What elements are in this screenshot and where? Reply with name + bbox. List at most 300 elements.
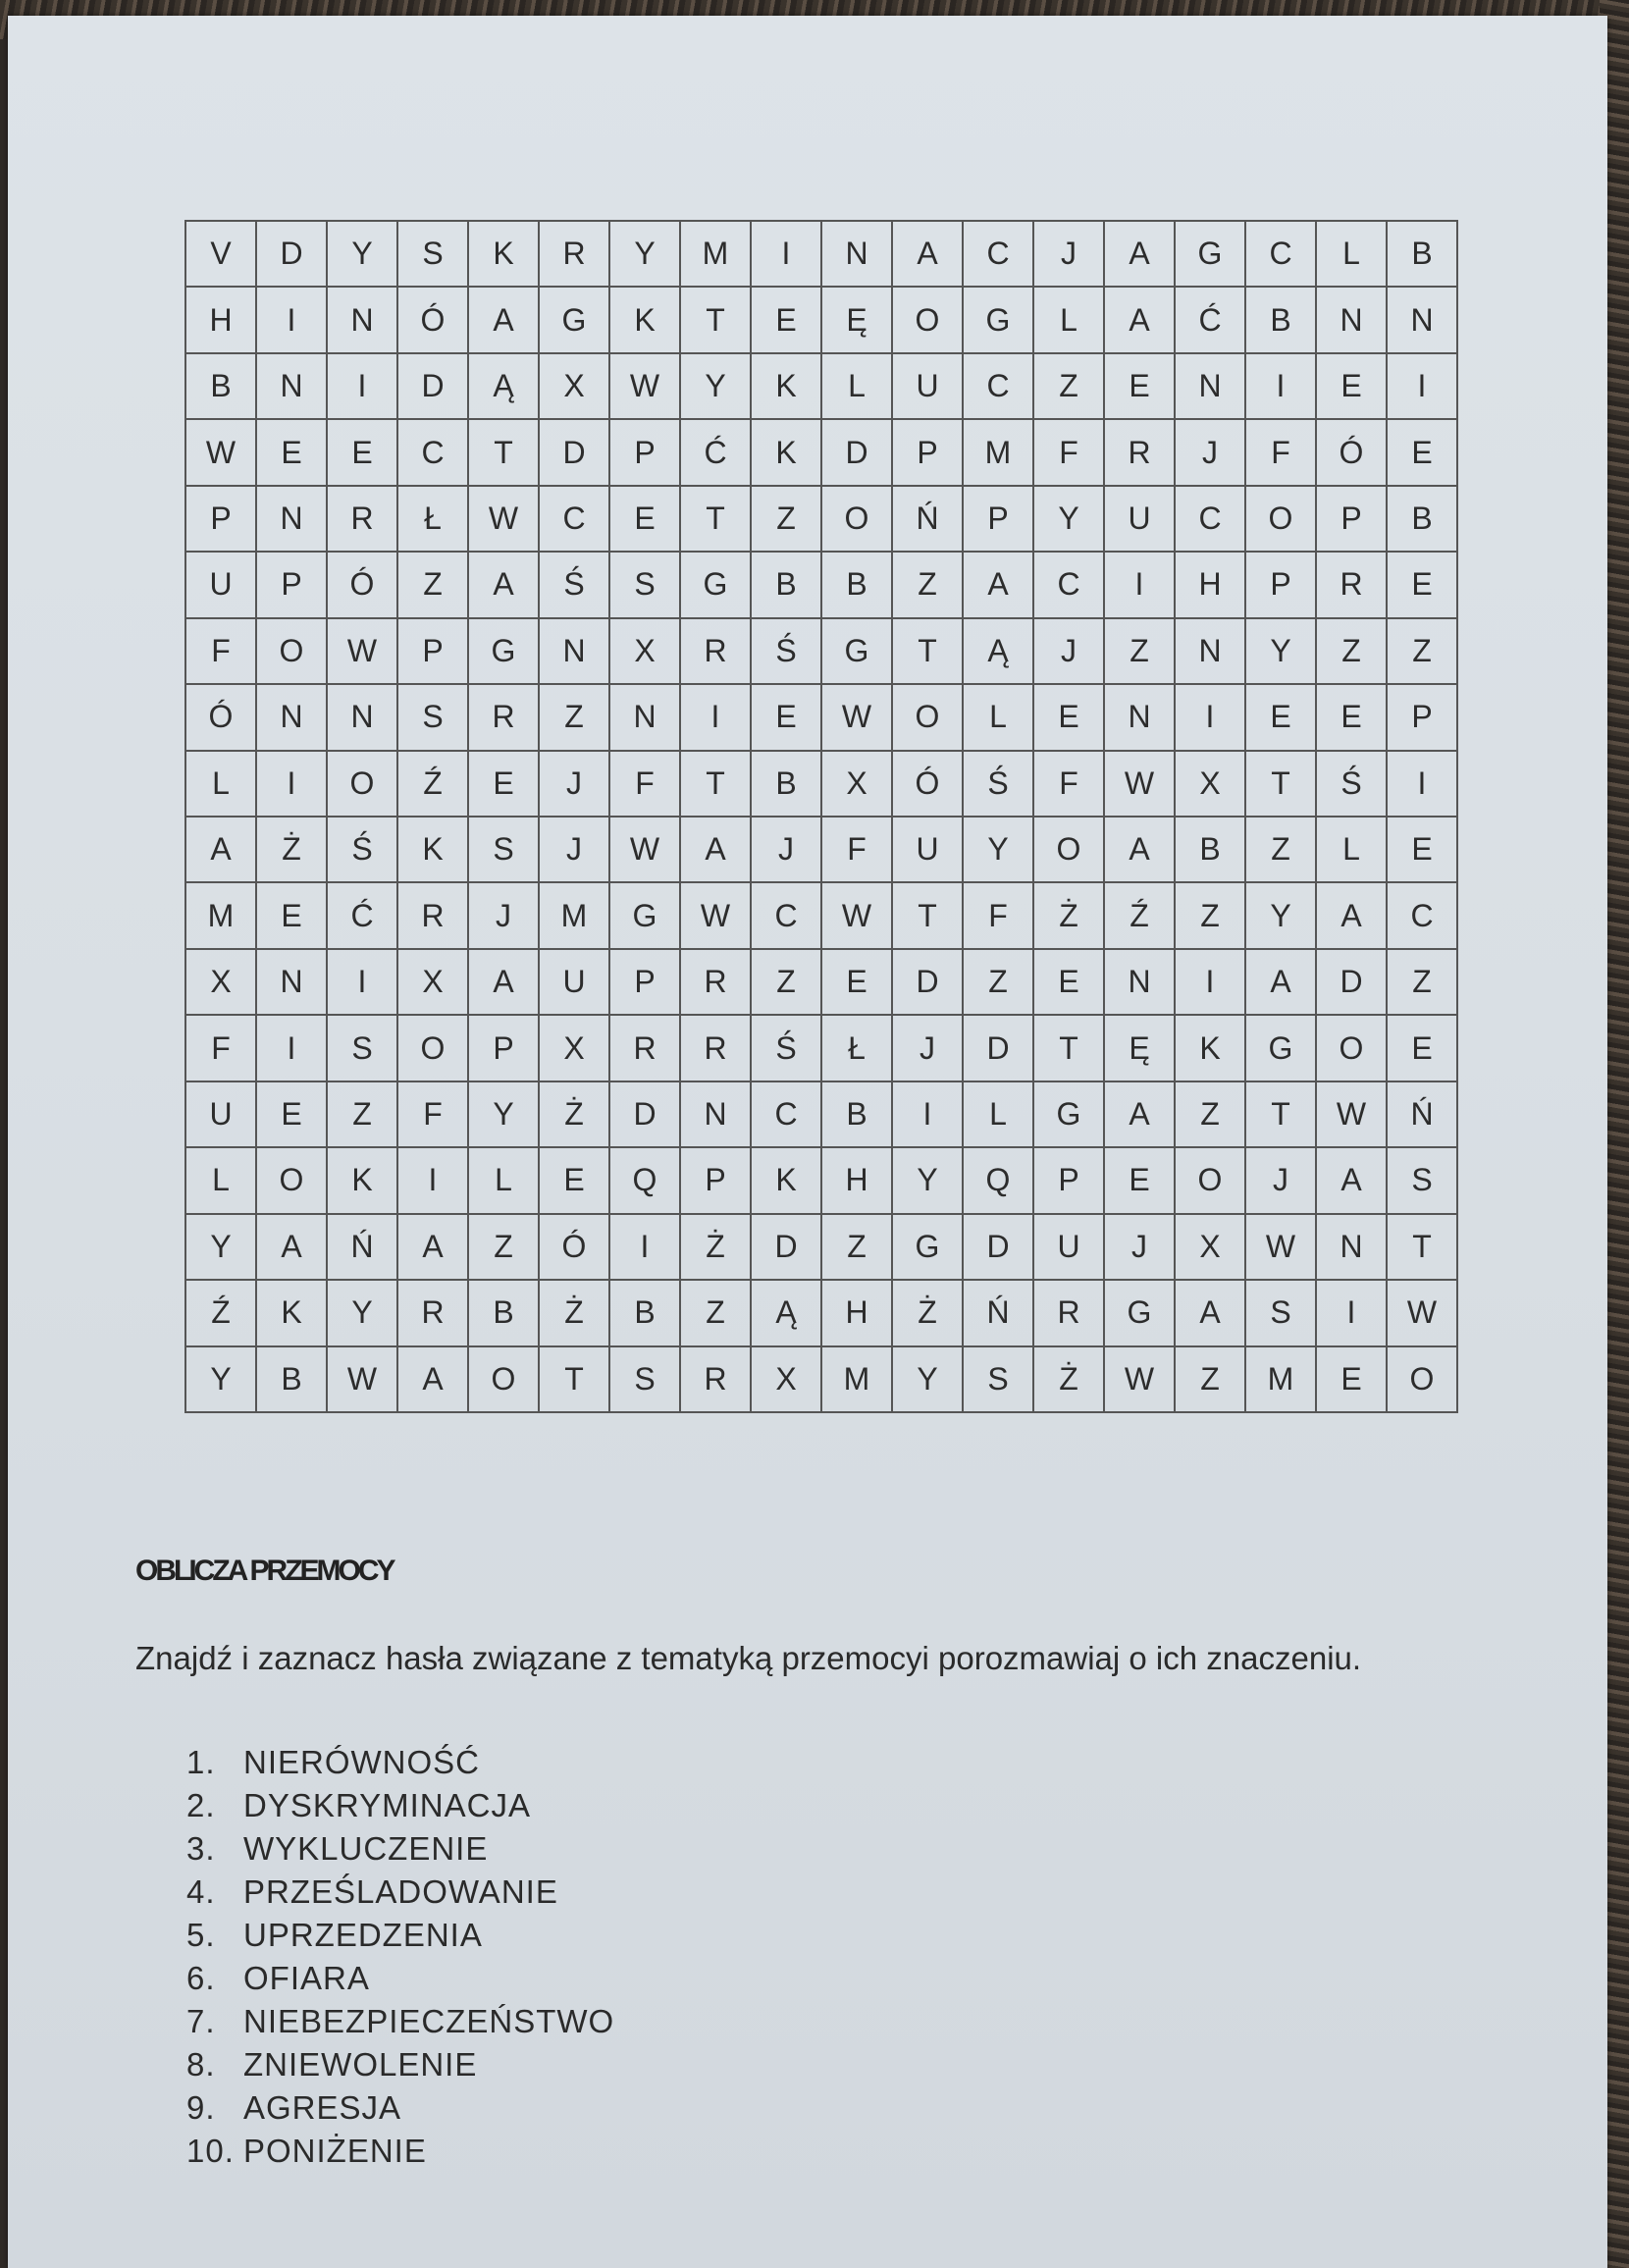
grid-cell[interactable]: L <box>1034 288 1105 353</box>
grid-cell[interactable]: N <box>328 288 398 353</box>
grid-cell[interactable]: G <box>610 883 681 949</box>
grid-cell[interactable]: E <box>540 1148 610 1214</box>
grid-cell[interactable]: G <box>1176 222 1246 288</box>
grid-cell[interactable]: G <box>893 1215 964 1281</box>
grid-cell[interactable]: X <box>752 1347 822 1413</box>
grid-cell[interactable]: Z <box>893 553 964 618</box>
grid-cell[interactable]: N <box>1388 288 1458 353</box>
grid-cell[interactable]: Ź <box>1105 883 1176 949</box>
grid-cell[interactable]: D <box>540 420 610 486</box>
grid-cell[interactable]: K <box>257 1281 328 1346</box>
grid-cell[interactable]: U <box>540 950 610 1016</box>
grid-cell[interactable]: I <box>681 685 752 751</box>
grid-cell[interactable]: A <box>469 950 540 1016</box>
grid-cell[interactable]: K <box>1176 1016 1246 1081</box>
grid-cell[interactable]: W <box>681 883 752 949</box>
grid-cell[interactable]: Z <box>540 685 610 751</box>
grid-cell[interactable]: D <box>398 354 469 420</box>
grid-cell[interactable]: K <box>469 222 540 288</box>
grid-cell[interactable]: X <box>822 752 893 818</box>
grid-cell[interactable]: Z <box>398 553 469 618</box>
grid-cell[interactable]: S <box>610 1347 681 1413</box>
grid-cell[interactable]: S <box>1388 1148 1458 1214</box>
grid-cell[interactable]: Y <box>893 1148 964 1214</box>
grid-cell[interactable]: F <box>610 752 681 818</box>
grid-cell[interactable]: W <box>610 354 681 420</box>
grid-cell[interactable]: B <box>186 354 257 420</box>
grid-cell[interactable]: L <box>1317 222 1388 288</box>
grid-cell[interactable]: U <box>893 818 964 883</box>
grid-cell[interactable]: Y <box>1034 487 1105 553</box>
grid-cell[interactable]: Ó <box>328 553 398 618</box>
grid-cell[interactable]: C <box>1246 222 1317 288</box>
grid-cell[interactable]: N <box>257 685 328 751</box>
grid-cell[interactable]: P <box>398 619 469 685</box>
grid-cell[interactable]: T <box>1388 1215 1458 1281</box>
grid-cell[interactable]: A <box>1176 1281 1246 1346</box>
grid-cell[interactable]: H <box>1176 553 1246 618</box>
grid-cell[interactable]: D <box>257 222 328 288</box>
grid-cell[interactable]: Z <box>681 1281 752 1346</box>
grid-cell[interactable]: A <box>469 288 540 353</box>
grid-cell[interactable]: X <box>1176 752 1246 818</box>
grid-cell[interactable]: O <box>1246 487 1317 553</box>
grid-cell[interactable]: Ń <box>1388 1082 1458 1148</box>
grid-cell[interactable]: O <box>822 487 893 553</box>
grid-cell[interactable]: Ż <box>540 1082 610 1148</box>
grid-cell[interactable]: J <box>893 1016 964 1081</box>
grid-cell[interactable]: A <box>1317 1148 1388 1214</box>
grid-cell[interactable]: T <box>681 752 752 818</box>
grid-cell[interactable]: Ć <box>1176 288 1246 353</box>
grid-cell[interactable]: L <box>186 752 257 818</box>
grid-cell[interactable]: K <box>610 288 681 353</box>
grid-cell[interactable]: X <box>1176 1215 1246 1281</box>
grid-cell[interactable]: Ż <box>681 1215 752 1281</box>
grid-cell[interactable]: Ł <box>822 1016 893 1081</box>
grid-cell[interactable]: N <box>1317 288 1388 353</box>
grid-cell[interactable]: A <box>1317 883 1388 949</box>
grid-cell[interactable]: P <box>964 487 1034 553</box>
grid-cell[interactable]: Ń <box>893 487 964 553</box>
grid-cell[interactable]: I <box>1388 354 1458 420</box>
grid-cell[interactable]: Y <box>893 1347 964 1413</box>
grid-cell[interactable]: J <box>1246 1148 1317 1214</box>
grid-cell[interactable]: Z <box>1317 619 1388 685</box>
grid-cell[interactable]: W <box>1246 1215 1317 1281</box>
grid-cell[interactable]: I <box>328 950 398 1016</box>
grid-cell[interactable]: F <box>1034 752 1105 818</box>
grid-cell[interactable]: Ś <box>752 1016 822 1081</box>
grid-cell[interactable]: N <box>681 1082 752 1148</box>
grid-cell[interactable]: X <box>610 619 681 685</box>
grid-cell[interactable]: A <box>186 818 257 883</box>
grid-cell[interactable]: E <box>1317 354 1388 420</box>
grid-cell[interactable]: F <box>964 883 1034 949</box>
grid-cell[interactable]: I <box>610 1215 681 1281</box>
grid-cell[interactable]: Z <box>752 950 822 1016</box>
grid-cell[interactable]: Ś <box>752 619 822 685</box>
grid-cell[interactable]: Ł <box>398 487 469 553</box>
grid-cell[interactable]: Y <box>964 818 1034 883</box>
grid-cell[interactable]: O <box>398 1016 469 1081</box>
grid-cell[interactable]: S <box>469 818 540 883</box>
grid-cell[interactable]: S <box>328 1016 398 1081</box>
grid-cell[interactable]: P <box>893 420 964 486</box>
grid-cell[interactable]: K <box>328 1148 398 1214</box>
grid-cell[interactable]: V <box>186 222 257 288</box>
grid-cell[interactable]: B <box>1388 222 1458 288</box>
grid-cell[interactable]: H <box>186 288 257 353</box>
grid-cell[interactable]: R <box>610 1016 681 1081</box>
grid-cell[interactable]: C <box>752 883 822 949</box>
grid-cell[interactable]: G <box>1105 1281 1176 1346</box>
grid-cell[interactable]: E <box>822 950 893 1016</box>
grid-cell[interactable]: L <box>1317 818 1388 883</box>
grid-cell[interactable]: I <box>257 752 328 818</box>
grid-cell[interactable]: W <box>328 619 398 685</box>
grid-cell[interactable]: X <box>186 950 257 1016</box>
grid-cell[interactable]: C <box>1034 553 1105 618</box>
grid-cell[interactable]: N <box>257 354 328 420</box>
grid-cell[interactable]: W <box>822 883 893 949</box>
grid-cell[interactable]: B <box>822 1082 893 1148</box>
grid-cell[interactable]: T <box>893 619 964 685</box>
grid-cell[interactable]: T <box>681 487 752 553</box>
grid-cell[interactable]: R <box>681 619 752 685</box>
grid-cell[interactable]: N <box>1105 950 1176 1016</box>
grid-cell[interactable]: Y <box>610 222 681 288</box>
grid-cell[interactable]: R <box>681 1016 752 1081</box>
grid-cell[interactable]: Ń <box>964 1281 1034 1346</box>
grid-cell[interactable]: D <box>964 1215 1034 1281</box>
grid-cell[interactable]: Ń <box>328 1215 398 1281</box>
grid-cell[interactable]: E <box>257 420 328 486</box>
grid-cell[interactable]: C <box>540 487 610 553</box>
grid-cell[interactable]: G <box>1246 1016 1317 1081</box>
grid-cell[interactable]: Ś <box>328 818 398 883</box>
grid-cell[interactable]: O <box>893 685 964 751</box>
grid-cell[interactable]: Z <box>1176 1347 1246 1413</box>
grid-cell[interactable]: E <box>1034 685 1105 751</box>
grid-cell[interactable]: Ę <box>1105 1016 1176 1081</box>
grid-cell[interactable]: J <box>1176 420 1246 486</box>
grid-cell[interactable]: U <box>893 354 964 420</box>
grid-cell[interactable]: I <box>257 1016 328 1081</box>
grid-cell[interactable]: S <box>1246 1281 1317 1346</box>
grid-cell[interactable]: B <box>257 1347 328 1413</box>
grid-cell[interactable]: M <box>540 883 610 949</box>
grid-cell[interactable]: F <box>186 1016 257 1081</box>
grid-cell[interactable]: O <box>257 1148 328 1214</box>
grid-cell[interactable]: Ą <box>469 354 540 420</box>
grid-cell[interactable]: A <box>398 1347 469 1413</box>
grid-cell[interactable]: B <box>469 1281 540 1346</box>
grid-cell[interactable]: I <box>1176 685 1246 751</box>
grid-cell[interactable]: G <box>1034 1082 1105 1148</box>
grid-cell[interactable]: W <box>1317 1082 1388 1148</box>
grid-cell[interactable]: G <box>469 619 540 685</box>
grid-cell[interactable]: Y <box>681 354 752 420</box>
grid-cell[interactable]: E <box>1246 685 1317 751</box>
grid-cell[interactable]: I <box>1105 553 1176 618</box>
grid-cell[interactable]: X <box>398 950 469 1016</box>
grid-cell[interactable]: R <box>1105 420 1176 486</box>
grid-cell[interactable]: E <box>1388 818 1458 883</box>
grid-cell[interactable]: Ż <box>540 1281 610 1346</box>
grid-cell[interactable]: I <box>1317 1281 1388 1346</box>
grid-cell[interactable]: G <box>540 288 610 353</box>
grid-cell[interactable]: E <box>257 883 328 949</box>
grid-cell[interactable]: Z <box>469 1215 540 1281</box>
grid-cell[interactable]: M <box>186 883 257 949</box>
grid-cell[interactable]: W <box>822 685 893 751</box>
grid-cell[interactable]: N <box>1176 354 1246 420</box>
grid-cell[interactable]: P <box>1034 1148 1105 1214</box>
grid-cell[interactable]: J <box>1034 619 1105 685</box>
grid-cell[interactable]: G <box>681 553 752 618</box>
grid-cell[interactable]: T <box>1034 1016 1105 1081</box>
grid-cell[interactable]: Ą <box>752 1281 822 1346</box>
grid-cell[interactable]: O <box>1034 818 1105 883</box>
grid-cell[interactable]: E <box>1105 1148 1176 1214</box>
grid-cell[interactable]: C <box>398 420 469 486</box>
grid-cell[interactable]: P <box>610 420 681 486</box>
grid-cell[interactable]: I <box>328 354 398 420</box>
grid-cell[interactable]: E <box>1388 553 1458 618</box>
grid-cell[interactable]: O <box>1176 1148 1246 1214</box>
grid-cell[interactable]: D <box>1317 950 1388 1016</box>
grid-cell[interactable]: Ó <box>186 685 257 751</box>
grid-cell[interactable]: L <box>964 685 1034 751</box>
grid-cell[interactable]: E <box>610 487 681 553</box>
grid-cell[interactable]: A <box>398 1215 469 1281</box>
grid-cell[interactable]: Z <box>1246 818 1317 883</box>
grid-cell[interactable]: A <box>1105 288 1176 353</box>
grid-cell[interactable]: P <box>1317 487 1388 553</box>
grid-cell[interactable]: T <box>540 1347 610 1413</box>
grid-cell[interactable]: C <box>1176 487 1246 553</box>
grid-cell[interactable]: S <box>398 685 469 751</box>
grid-cell[interactable]: B <box>752 752 822 818</box>
grid-cell[interactable]: R <box>540 222 610 288</box>
grid-cell[interactable]: L <box>469 1148 540 1214</box>
grid-cell[interactable]: Ą <box>964 619 1034 685</box>
grid-cell[interactable]: Ś <box>1317 752 1388 818</box>
grid-cell[interactable]: Q <box>610 1148 681 1214</box>
grid-cell[interactable]: B <box>1388 487 1458 553</box>
grid-cell[interactable]: N <box>328 685 398 751</box>
grid-cell[interactable]: A <box>257 1215 328 1281</box>
grid-cell[interactable]: F <box>186 619 257 685</box>
grid-cell[interactable]: W <box>186 420 257 486</box>
grid-cell[interactable]: Ż <box>1034 883 1105 949</box>
grid-cell[interactable]: B <box>822 553 893 618</box>
grid-cell[interactable]: Ż <box>893 1281 964 1346</box>
grid-cell[interactable]: J <box>1105 1215 1176 1281</box>
grid-cell[interactable]: I <box>1176 950 1246 1016</box>
grid-cell[interactable]: C <box>964 354 1034 420</box>
grid-cell[interactable]: M <box>1246 1347 1317 1413</box>
grid-cell[interactable]: R <box>1317 553 1388 618</box>
grid-cell[interactable]: Y <box>328 1281 398 1346</box>
grid-cell[interactable]: E <box>1388 420 1458 486</box>
grid-cell[interactable]: F <box>1034 420 1105 486</box>
grid-cell[interactable]: E <box>328 420 398 486</box>
grid-cell[interactable]: L <box>186 1148 257 1214</box>
grid-cell[interactable]: P <box>681 1148 752 1214</box>
grid-cell[interactable]: Y <box>1246 619 1317 685</box>
grid-cell[interactable]: T <box>893 883 964 949</box>
grid-cell[interactable]: R <box>398 1281 469 1346</box>
grid-cell[interactable]: R <box>681 950 752 1016</box>
grid-cell[interactable]: Y <box>328 222 398 288</box>
grid-cell[interactable]: Ć <box>328 883 398 949</box>
grid-cell[interactable]: T <box>681 288 752 353</box>
grid-cell[interactable]: N <box>257 950 328 1016</box>
grid-cell[interactable]: Ż <box>1034 1347 1105 1413</box>
grid-cell[interactable]: Z <box>964 950 1034 1016</box>
grid-cell[interactable]: Ź <box>186 1281 257 1346</box>
grid-cell[interactable]: J <box>469 883 540 949</box>
grid-cell[interactable]: P <box>257 553 328 618</box>
grid-cell[interactable]: K <box>398 818 469 883</box>
grid-cell[interactable]: C <box>752 1082 822 1148</box>
grid-cell[interactable]: A <box>1105 818 1176 883</box>
grid-cell[interactable]: Q <box>964 1148 1034 1214</box>
grid-cell[interactable]: Z <box>1105 619 1176 685</box>
grid-cell[interactable]: J <box>1034 222 1105 288</box>
grid-cell[interactable]: D <box>610 1082 681 1148</box>
grid-cell[interactable]: N <box>257 487 328 553</box>
grid-cell[interactable]: A <box>469 553 540 618</box>
grid-cell[interactable]: T <box>469 420 540 486</box>
grid-cell[interactable]: Z <box>752 487 822 553</box>
grid-cell[interactable]: R <box>469 685 540 751</box>
grid-cell[interactable]: A <box>1246 950 1317 1016</box>
grid-cell[interactable]: X <box>540 1016 610 1081</box>
grid-cell[interactable]: Ś <box>964 752 1034 818</box>
grid-cell[interactable]: N <box>1317 1215 1388 1281</box>
grid-cell[interactable]: Ś <box>540 553 610 618</box>
grid-cell[interactable]: Ó <box>893 752 964 818</box>
grid-cell[interactable]: H <box>822 1281 893 1346</box>
grid-cell[interactable]: W <box>1105 1347 1176 1413</box>
grid-cell[interactable]: E <box>752 288 822 353</box>
grid-cell[interactable]: B <box>610 1281 681 1346</box>
grid-cell[interactable]: I <box>752 222 822 288</box>
grid-cell[interactable]: Z <box>1176 1082 1246 1148</box>
grid-cell[interactable]: Z <box>1034 354 1105 420</box>
grid-cell[interactable]: P <box>469 1016 540 1081</box>
grid-cell[interactable]: T <box>1246 752 1317 818</box>
grid-cell[interactable]: I <box>257 288 328 353</box>
grid-cell[interactable]: N <box>1105 685 1176 751</box>
grid-cell[interactable]: E <box>1388 1016 1458 1081</box>
grid-cell[interactable]: E <box>1105 354 1176 420</box>
grid-cell[interactable]: O <box>1317 1016 1388 1081</box>
grid-cell[interactable]: H <box>822 1148 893 1214</box>
grid-cell[interactable]: Ó <box>1317 420 1388 486</box>
grid-cell[interactable]: G <box>822 619 893 685</box>
grid-cell[interactable]: B <box>752 553 822 618</box>
grid-cell[interactable]: P <box>1388 685 1458 751</box>
grid-cell[interactable]: I <box>893 1082 964 1148</box>
grid-cell[interactable]: R <box>328 487 398 553</box>
grid-cell[interactable]: P <box>1246 553 1317 618</box>
grid-cell[interactable]: Ć <box>681 420 752 486</box>
grid-cell[interactable]: J <box>540 818 610 883</box>
grid-cell[interactable]: E <box>1317 1347 1388 1413</box>
grid-cell[interactable]: X <box>540 354 610 420</box>
grid-cell[interactable]: L <box>822 354 893 420</box>
grid-cell[interactable]: F <box>398 1082 469 1148</box>
grid-cell[interactable]: Y <box>186 1347 257 1413</box>
grid-cell[interactable]: Z <box>1388 619 1458 685</box>
grid-cell[interactable]: Ó <box>540 1215 610 1281</box>
grid-cell[interactable]: P <box>186 487 257 553</box>
grid-cell[interactable]: E <box>257 1082 328 1148</box>
grid-cell[interactable]: K <box>752 1148 822 1214</box>
grid-cell[interactable]: G <box>964 288 1034 353</box>
grid-cell[interactable]: N <box>540 619 610 685</box>
grid-cell[interactable]: F <box>822 818 893 883</box>
grid-cell[interactable]: D <box>893 950 964 1016</box>
grid-cell[interactable]: I <box>398 1148 469 1214</box>
grid-cell[interactable]: U <box>186 1082 257 1148</box>
grid-cell[interactable]: C <box>964 222 1034 288</box>
grid-cell[interactable]: P <box>610 950 681 1016</box>
grid-cell[interactable]: W <box>610 818 681 883</box>
grid-cell[interactable]: N <box>822 222 893 288</box>
grid-cell[interactable]: J <box>752 818 822 883</box>
grid-cell[interactable]: R <box>681 1347 752 1413</box>
grid-cell[interactable]: M <box>964 420 1034 486</box>
grid-cell[interactable]: Ó <box>398 288 469 353</box>
grid-cell[interactable]: Ę <box>822 288 893 353</box>
grid-cell[interactable]: T <box>1246 1082 1317 1148</box>
grid-cell[interactable]: S <box>610 553 681 618</box>
grid-cell[interactable]: O <box>328 752 398 818</box>
grid-cell[interactable]: Y <box>186 1215 257 1281</box>
grid-cell[interactable]: N <box>1176 619 1246 685</box>
grid-cell[interactable]: E <box>469 752 540 818</box>
grid-cell[interactable]: O <box>469 1347 540 1413</box>
grid-cell[interactable]: N <box>610 685 681 751</box>
grid-cell[interactable]: W <box>469 487 540 553</box>
grid-cell[interactable]: D <box>752 1215 822 1281</box>
grid-cell[interactable]: W <box>1388 1281 1458 1346</box>
grid-cell[interactable]: Z <box>1176 883 1246 949</box>
grid-cell[interactable]: J <box>540 752 610 818</box>
grid-cell[interactable]: A <box>1105 1082 1176 1148</box>
grid-cell[interactable]: R <box>1034 1281 1105 1346</box>
grid-cell[interactable]: K <box>752 420 822 486</box>
grid-cell[interactable]: A <box>964 553 1034 618</box>
grid-cell[interactable]: D <box>822 420 893 486</box>
grid-cell[interactable]: E <box>752 685 822 751</box>
grid-cell[interactable]: Z <box>1388 950 1458 1016</box>
grid-cell[interactable]: W <box>328 1347 398 1413</box>
grid-cell[interactable]: R <box>398 883 469 949</box>
grid-cell[interactable]: Y <box>469 1082 540 1148</box>
grid-cell[interactable]: B <box>1246 288 1317 353</box>
grid-cell[interactable]: A <box>681 818 752 883</box>
grid-cell[interactable]: Y <box>1246 883 1317 949</box>
grid-cell[interactable]: E <box>1317 685 1388 751</box>
grid-cell[interactable]: A <box>1105 222 1176 288</box>
grid-cell[interactable]: Ź <box>398 752 469 818</box>
